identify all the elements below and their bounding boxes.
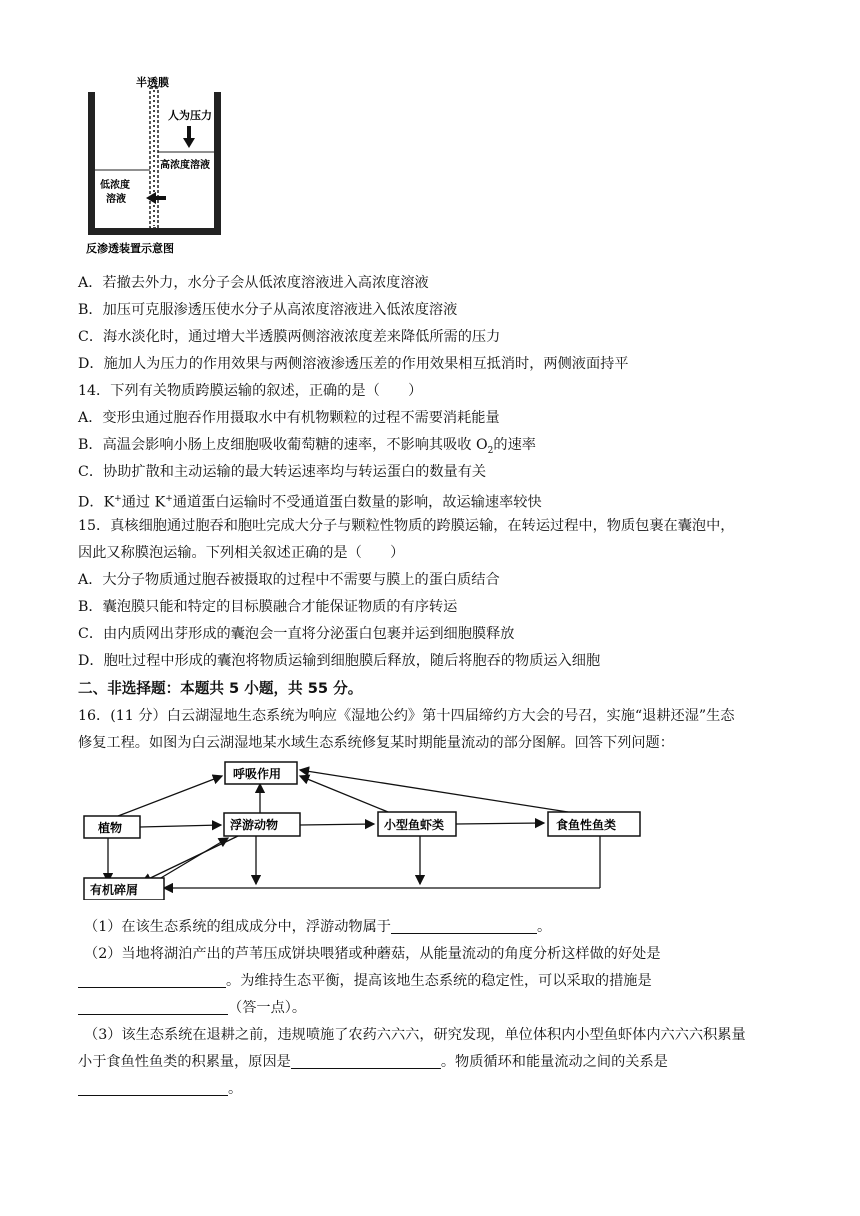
node-carnivore: 食鱼性鱼类 — [556, 818, 617, 832]
q14-d-c: 通道蛋白运输时不受通道蛋白数量的影响，故运输速率较快 — [172, 494, 542, 511]
q16-stem-2: 修复工程。如图为白云湖湿地某水域生态系统修复某时期能量流动的部分图解。回答下列问题： — [78, 735, 674, 751]
high-concentration-label: 高浓度溶液 — [160, 160, 210, 171]
q13-option-b: B．加压可克服渗透压使水分子从高浓度溶液进入低浓度溶液 — [78, 302, 458, 318]
q16-part-2-line-2 — [78, 972, 652, 990]
node-detritus: 有机碎屑 — [90, 883, 139, 897]
pressure-arrow — [183, 138, 195, 148]
q13-option-a: A．若撤去外力，水分子会从低浓度溶液进入高浓度溶液 — [78, 275, 429, 291]
q14-stem: 14．下列有关物质跨膜运输的叙述，正确的是（ ） — [78, 383, 423, 399]
q16-part-3-line-2 — [78, 1053, 668, 1071]
energy-flow-diagram — [78, 760, 648, 900]
q15-stem-1: 15．真核细胞通过胞吞和胞吐完成大分子与颗粒性物质的跨膜运输，在转运过程中，物质包裹在囊泡中， — [78, 518, 735, 534]
reverse-osmosis-figure — [80, 74, 240, 262]
tank-bottom — [88, 228, 221, 235]
q16-part-2-line-1: （2）当地将湖泊产出的芦苇压成饼块喂猪或种蘑菇，从能量流动的角度分析这样做的好处是 — [84, 946, 661, 962]
q16-part-3-line-3 — [78, 1080, 242, 1098]
q16-p3-end: 。 — [228, 1081, 243, 1097]
q14-option-d — [78, 490, 542, 512]
q16-p3-b: 小于食鱼性鱼类的积累量，原因是 — [78, 1054, 291, 1070]
node-small-fish: 小型鱼虾类 — [384, 818, 445, 832]
q14-d-sup1: + — [114, 494, 122, 504]
tank-right-wall — [214, 92, 221, 234]
answer-blank[interactable] — [291, 1054, 441, 1069]
q13-option-c: C．海水淡化时，通过增大半透膜两侧溶液浓度差来降低所需的压力 — [78, 329, 501, 345]
q14-option-c: C．协助扩散和主动运输的最大转运速率均与转运蛋白的数量有关 — [78, 464, 487, 480]
q16-p2-b: 。为维持生态平衡，提高该地生态系统的稳定性，可以采取的措施是 — [226, 973, 652, 989]
q16-p3-b2: 。物质循环和能量流动之间的关系是 — [440, 1054, 668, 1070]
q14-d-sup2: + — [165, 494, 173, 504]
node-zooplankton: 浮游动物 — [230, 818, 279, 832]
answer-blank[interactable] — [78, 973, 226, 988]
q14-d-b: 通过 K — [121, 494, 166, 511]
q14-b-sub: 2 — [487, 445, 494, 456]
answer-blank[interactable] — [391, 919, 537, 934]
q13-option-d: D．施加人为压力的作用效果与两侧溶液渗透压差的作用效果相互抵消时，两侧液面持平 — [78, 356, 629, 372]
q14-b-end: 的速率 — [493, 437, 536, 453]
q14-b-text: B．高温会影响小肠上皮细胞吸收葡萄糖的速率，不影响其吸收 O — [78, 437, 488, 453]
figure-caption: 反渗透装置示意图 — [86, 242, 174, 255]
node-plant: 植物 — [98, 821, 123, 835]
node-respiration: 呼吸作用 — [233, 767, 282, 781]
pressure-label: 人为压力 — [168, 109, 212, 122]
q16-part-3-line-1: （3）该生态系统在退耕之前，违规喷施了农药六六六，研究发现，单位体积内小型鱼虾体内六六六积累量 — [84, 1027, 746, 1043]
q15-option-c: C．由内质网出芽形成的囊泡会一直将分泌蛋白包裹并运到细胞膜释放 — [78, 626, 515, 642]
answer-blank[interactable] — [78, 1081, 228, 1096]
q15-option-b: B．囊泡膜只能和特定的目标膜融合才能保证物质的有序转运 — [78, 599, 458, 615]
q16-part-2-line-3 — [78, 999, 306, 1017]
tank-left-wall — [88, 92, 95, 234]
q15-stem-2: 因此又称膜泡运输。下列相关叙述正确的是（ ） — [78, 545, 405, 561]
q16-stem-1: 16．(11 分）白云湖湿地生态系统为响应《湿地公约》第十四届缔约方大会的号召，实施“退耕还湿”生态 — [78, 708, 735, 724]
low-concentration-label-2: 溶液 — [106, 194, 126, 205]
q14-option-a: A．变形虫通过胞吞作用摄取水中有机物颗粒的过程不需要消耗能量 — [78, 410, 500, 426]
q16-p2-c: （答一点）。 — [228, 1000, 307, 1016]
q14-option-b — [78, 436, 536, 460]
q16-part-1 — [84, 918, 551, 936]
membrane-label: 半透膜 — [136, 76, 169, 89]
low-concentration-label-1: 低浓度 — [100, 180, 130, 191]
q15-option-a: A．大分子物质通过胞吞被摄取的过程中不需要与膜上的蛋白质结合 — [78, 572, 500, 588]
q15-option-d: D．胞吐过程中形成的囊泡将物质运输到细胞膜后释放，随后将胞吞的物质运入细胞 — [78, 653, 601, 669]
answer-blank[interactable] — [78, 1000, 228, 1015]
q14-d-a: D．K — [78, 494, 115, 511]
section-2-heading: 二、非选择题：本题共 5 小题，共 55 分。 — [78, 680, 363, 697]
q16-p1-end: 。 — [536, 919, 552, 935]
q16-p1-text: （1）在该生态系统的组成成分中，浮游动物属于 — [84, 919, 391, 935]
